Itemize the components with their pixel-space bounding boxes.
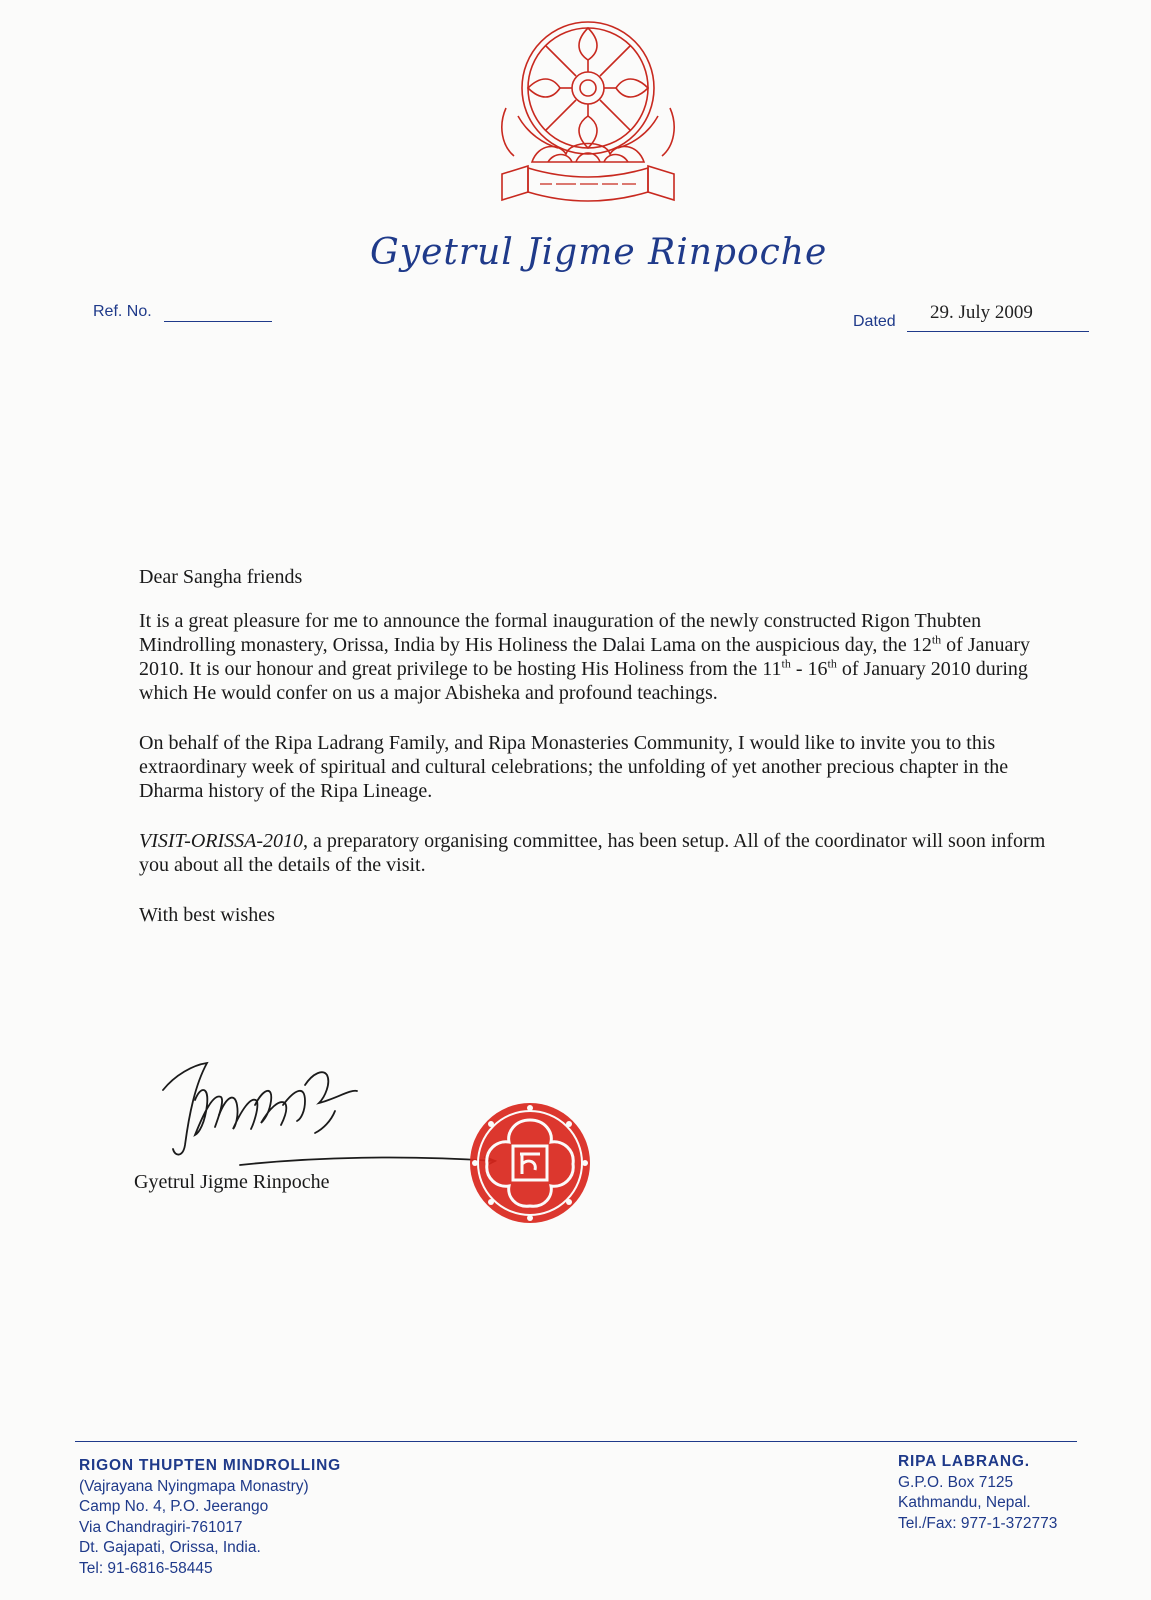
handwritten-signature — [155, 1045, 515, 1175]
paragraph-committee — [139, 829, 1059, 877]
ordinal-suffix: th — [827, 656, 837, 671]
footer-left-line: Tel: 91-6816-58445 — [79, 1559, 213, 1577]
letterhead-name: Gyetrul Jigme Rinpoche — [370, 232, 828, 273]
paragraph-invitation: On behalf of the Ripa Ladrang Family, and Ripa Monasteries Community, I would like to invite you to this extraordinary week of spiritual and cultural celebrations; the unfolding of yet another precious chapter in the Dharma history of the Ripa Lineage. — [139, 732, 1009, 802]
footer-left-line: (Vajrayana Nyingmapa Monastry) — [79, 1477, 309, 1495]
footer-right-line: Kathmandu, Nepal. — [898, 1494, 1031, 1511]
footer-right-line: Tel./Fax: 977-1-372773 — [898, 1514, 1058, 1532]
footer-labrang-address — [898, 1452, 1057, 1534]
footer-monastery-address — [79, 1456, 341, 1579]
footer-left-title: RIGON THUPTEN MINDROLLING — [79, 1457, 341, 1474]
ref-no-blank-line — [164, 321, 272, 322]
dated-label: Dated — [853, 313, 896, 330]
letter-body — [139, 565, 1059, 953]
ordinal-suffix: th — [781, 656, 791, 671]
signer-name: Gyetrul Jigme Rinpoche — [134, 1171, 330, 1193]
red-seal-stamp — [465, 1098, 595, 1228]
ordinal-suffix: th — [931, 632, 942, 647]
p1-text-d: of January 2010 during which He would confer on us a major Abisheka and profound teachings. — [139, 658, 1028, 704]
dharma-wheel-lotus-emblem — [488, 16, 688, 226]
ref-no-label: Ref. No. — [93, 303, 152, 320]
closing: With best wishes — [139, 904, 275, 926]
paragraph-announcement — [139, 609, 1059, 705]
committee-name: VISIT-ORISSA-2010 — [139, 830, 304, 852]
footer-left-line: Via Chandragiri-761017 — [79, 1518, 243, 1536]
letter-date: 29. July 2009 — [930, 302, 1033, 323]
p1-text-c: - 16 — [790, 658, 828, 680]
footer-right-line: G.P.O. Box 7125 — [898, 1473, 1014, 1491]
p1-text-a: It is a great pleasure for me to announce the formal inauguration of the newly constructed Rigon Thubten Mindrolling monastery, Orissa, India by His Holiness the Dalai Lama on the auspicious day, the 12 — [139, 610, 982, 656]
p3-text: , a preparatory organising committee, has been setup. All of the coordinator will soon inform you about all the details of the visit. — [139, 830, 1046, 876]
footer-left-line: Camp No. 4, P.O. Jeerango — [79, 1498, 269, 1515]
p1-text-b: of January 2010. It is our honour and great privilege to be hosting His Holiness from the 11 — [139, 634, 1031, 680]
footer-right-title: RIPA LABRANG. — [898, 1453, 1030, 1470]
greeting: Dear Sangha friends — [139, 566, 303, 588]
footer-left-line: Dt. Gajapati, Orissa, India. — [79, 1539, 261, 1556]
footer-divider — [75, 1441, 1077, 1442]
date-underline — [907, 331, 1089, 332]
